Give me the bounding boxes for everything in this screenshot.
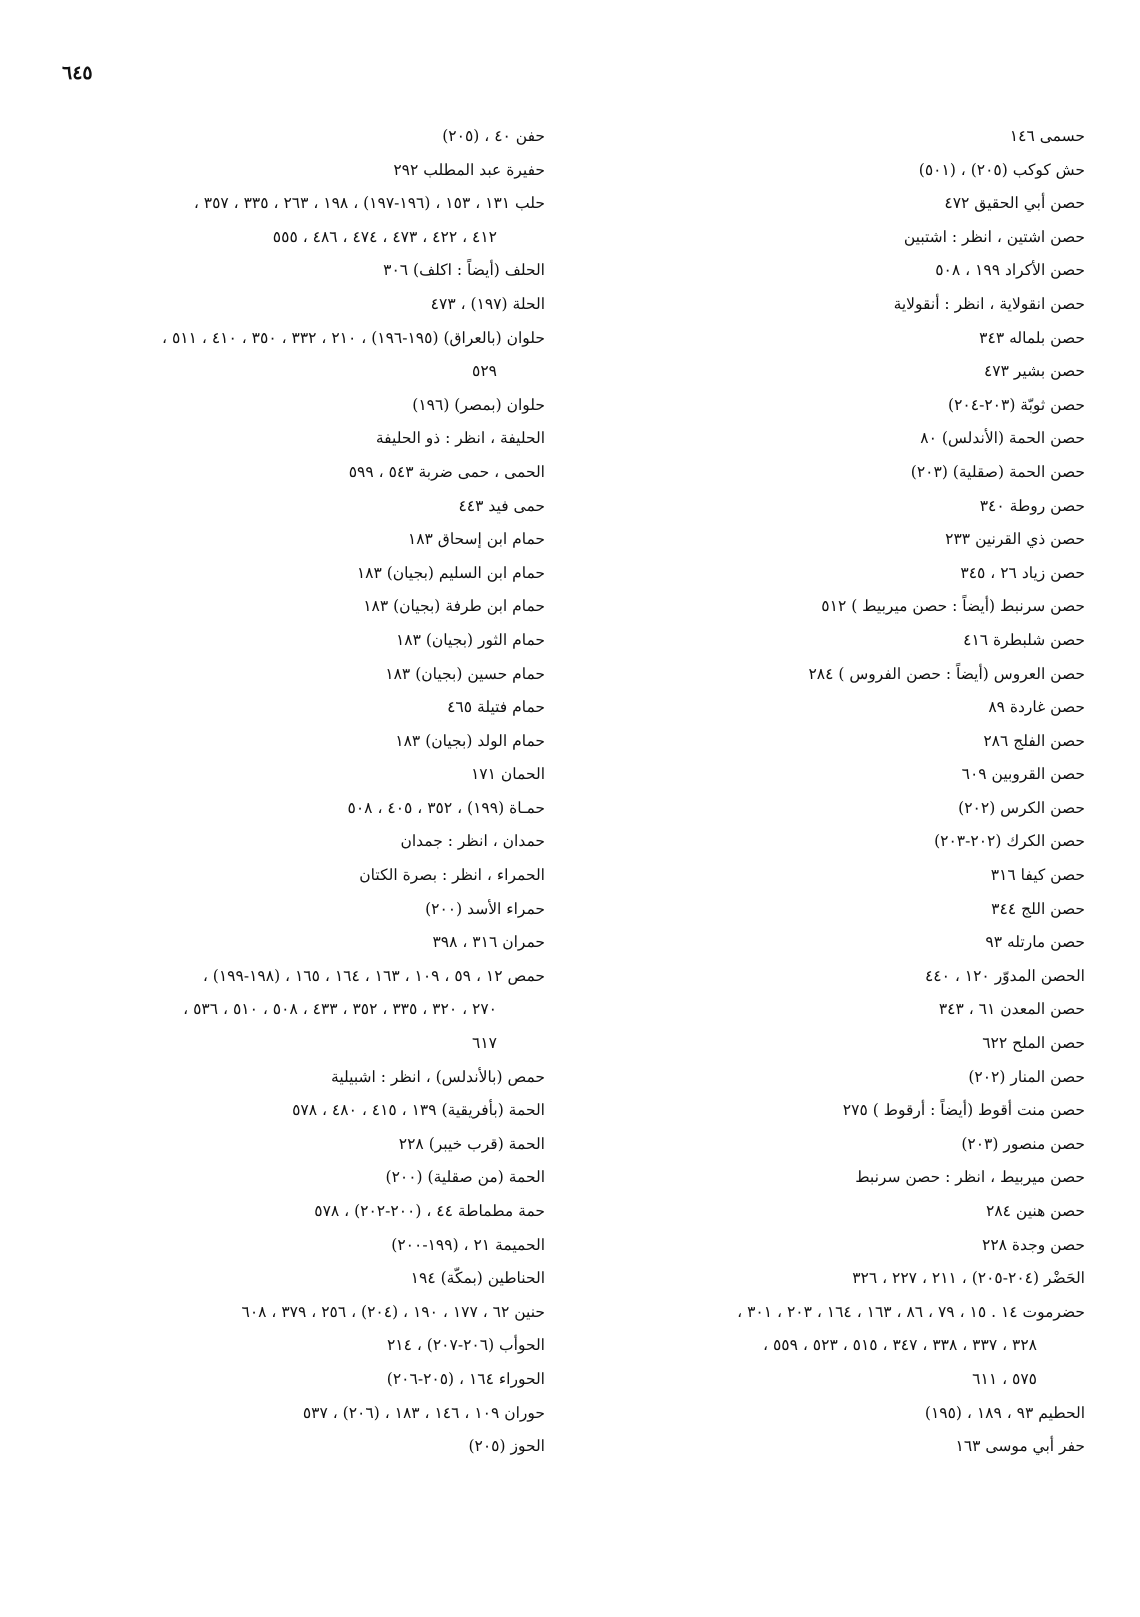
index-entry bbox=[605, 490, 1085, 524]
index-entry-line: حمام ابن إسحاق ١٨٣ bbox=[407, 530, 545, 549]
index-entry bbox=[605, 590, 1085, 624]
index-entry bbox=[60, 1195, 545, 1229]
index-entry bbox=[60, 322, 545, 389]
index-entry bbox=[60, 725, 545, 759]
index-entry bbox=[605, 523, 1085, 557]
index-entry-line: حمام حسين (بجيان) ١٨٣ bbox=[385, 664, 545, 683]
index-entry-continuation: ٥٢٩ bbox=[472, 362, 497, 381]
index-entry-line: الحمة (قرب خيبر) ٢٢٨ bbox=[398, 1134, 545, 1153]
index-entry-line: الحصن المدوّر ١٢٠ ، ٤٤٠ bbox=[924, 966, 1085, 985]
index-entry-line: الحوأب (٢٠٦-٢٠٧) ، ٢١٤ bbox=[386, 1336, 545, 1355]
index-entry-line: حصن أبي الحقيق ٤٧٢ bbox=[944, 194, 1085, 213]
index-entry bbox=[605, 792, 1085, 826]
index-entry bbox=[605, 1094, 1085, 1128]
index-entry-line: حفيرة عبد المطلب ٢٩٢ bbox=[393, 160, 545, 179]
index-entry-line: حصن الكرس (٢٠٢) bbox=[958, 798, 1085, 817]
index-entry-line: حفر أبي موسى ١٦٣ bbox=[955, 1437, 1085, 1456]
index-entry bbox=[60, 960, 545, 1061]
index-entry-line: الحمان ١٧١ bbox=[470, 765, 545, 784]
index-entry-line: الحليفة ، انظر : ذو الحليفة bbox=[375, 429, 545, 448]
index-entry bbox=[60, 1128, 545, 1162]
index-entry bbox=[60, 557, 545, 591]
index-entry-line: الحناطين (بمكّة) ١٩٤ bbox=[410, 1269, 545, 1288]
index-entry-line: حصن المعدن ٦١ ، ٣٤٣ bbox=[938, 1000, 1085, 1019]
index-entry bbox=[60, 893, 545, 927]
index-entry-line: حصن ذي القرنين ٢٣٣ bbox=[945, 530, 1085, 549]
index-entry bbox=[60, 120, 545, 154]
index-entry bbox=[605, 1397, 1085, 1431]
index-entry bbox=[605, 154, 1085, 188]
index-entry-line: حمران ٣١٦ ، ٣٩٨ bbox=[432, 933, 545, 952]
index-entry-line: حصن وجدة ٢٢٨ bbox=[982, 1235, 1085, 1254]
index-entry bbox=[60, 288, 545, 322]
index-entry bbox=[605, 1195, 1085, 1229]
index-entry bbox=[60, 590, 545, 624]
index-entry-line: حسمى ١٤٦ bbox=[1009, 127, 1085, 145]
index-entry bbox=[60, 1430, 545, 1464]
index-entry bbox=[60, 758, 545, 792]
index-entry bbox=[60, 691, 545, 725]
index-entry-line: حصن منت أقوط (أيضاً : أرقوط ) ٢٧٥ bbox=[842, 1101, 1085, 1120]
index-entry-line: حضرموت ١٤ . ١٥ ، ٧٩ ، ٨٦ ، ١٦٣ ، ١٦٤ ، ٢٠٣ ، ٣٠١ ، bbox=[737, 1302, 1085, 1321]
index-entry-line: حمدان ، انظر : جمدان bbox=[400, 832, 545, 851]
index-entry bbox=[60, 1296, 545, 1330]
index-entry-continuation: ٢٧٠ ، ٣٢٠ ، ٣٣٥ ، ٣٥٢ ، ٤٣٣ ، ٥٠٨ ، ٥١٠ ، ٥٣٦ ، bbox=[183, 1000, 497, 1019]
index-entry bbox=[605, 825, 1085, 859]
index-entry-line: حصن بلماله ٣٤٣ bbox=[979, 328, 1085, 347]
index-entry bbox=[605, 926, 1085, 960]
index-entry-line: حصن الملح ٦٢٢ bbox=[982, 1034, 1085, 1053]
index-entry-line: الحطيم ٩٣ ، ١٨٩ ، (١٩٥) bbox=[924, 1403, 1085, 1422]
index-entry bbox=[605, 322, 1085, 356]
index-entry bbox=[605, 758, 1085, 792]
index-entry bbox=[60, 825, 545, 859]
index-entry bbox=[605, 120, 1085, 154]
index-entry bbox=[605, 658, 1085, 692]
index-entry-line: الحوراء ١٦٤ ، (٢٠٥-٢٠٦) bbox=[386, 1369, 545, 1388]
index-entry bbox=[60, 1229, 545, 1263]
index-entry-continuation: ٦١٧ bbox=[472, 1034, 497, 1053]
index-entry bbox=[60, 926, 545, 960]
index-entry-line: حصن الحمة (الأندلس) ٨٠ bbox=[920, 429, 1085, 448]
index-entry bbox=[605, 1229, 1085, 1263]
index-entry bbox=[605, 389, 1085, 423]
index-entry-line: حصن ميربيط ، انظر : حصن سرنبط bbox=[855, 1168, 1085, 1187]
index-entry bbox=[605, 993, 1085, 1027]
index-entry-line: حصن شلبطرة ٤١٦ bbox=[963, 630, 1085, 649]
index-entry bbox=[605, 1296, 1085, 1397]
index-entry bbox=[605, 624, 1085, 658]
index-entry bbox=[60, 1094, 545, 1128]
index-entry-line: حمص (بالأندلس) ، انظر : اشبيلية bbox=[331, 1067, 545, 1086]
index-entry-line: الحمة (من صقلية) (٢٠٠) bbox=[385, 1168, 545, 1187]
index-entry-line: حلوان (بالعراق) (١٩٥-١٩٦) ، ٢١٠ ، ٣٣٢ ، ٣٥٠ ، ٤١٠ ، ٥١١ ، bbox=[162, 328, 545, 347]
index-entry-line: حمراء الأسد (٢٠٠) bbox=[425, 899, 545, 918]
index-entry bbox=[60, 658, 545, 692]
index-entry bbox=[605, 422, 1085, 456]
index-entry-line: حصن بشير ٤٧٣ bbox=[983, 362, 1085, 381]
index-entry bbox=[60, 624, 545, 658]
index-entry bbox=[60, 1397, 545, 1431]
index-entry-line: الحمى ، حمى ضربة ٥٤٣ ، ٥٩٩ bbox=[348, 462, 545, 481]
index-entry bbox=[605, 893, 1085, 927]
index-entry bbox=[60, 187, 545, 254]
index-entry-line: حلب ١٣١ ، ١٥٣ ، (١٩٦-١٩٧) ، ١٩٨ ، ٢٦٣ ، ٣٣٥ ، ٣٥٧ ، bbox=[193, 194, 545, 213]
index-entry-line: حمام ابن طرفة (بجيان) ١٨٣ bbox=[363, 597, 545, 616]
index-entry bbox=[60, 1363, 545, 1397]
index-entry-line: حفن ٤٠ ، (٢٠٥) bbox=[442, 127, 545, 145]
index-entry-line: الحلف (أيضاً : اكلف) ٣٠٦ bbox=[383, 261, 545, 280]
index-entry-line: حصن الكرك (٢٠٢-٢٠٣) bbox=[934, 832, 1085, 851]
index-entry bbox=[60, 490, 545, 524]
index-entry-line: حمة مطماطة ٤٤ ، (٢٠٠-٢٠٢) ، ٥٧٨ bbox=[314, 1202, 545, 1220]
index-entry bbox=[605, 859, 1085, 893]
index-entry-line: حصن سرنبط (أيضاً : حصن ميربيط ) ٥١٢ bbox=[821, 597, 1085, 616]
index-entry-continuation: ٣٢٨ ، ٣٣٧ ، ٣٣٨ ، ٣٤٧ ، ٥١٥ ، ٥٢٣ ، ٥٥٩ ، bbox=[763, 1336, 1037, 1355]
index-entry-line: حصن ثوبّة (٢٠٣-٢٠٤) bbox=[948, 395, 1085, 414]
index-entry-line: الحميمة ٢١ ، (١٩٩-٢٠٠) bbox=[391, 1235, 545, 1254]
index-entry-line: الحلة (١٩٧) ، ٤٧٣ bbox=[430, 294, 545, 313]
index-entry bbox=[605, 557, 1085, 591]
index-entry bbox=[60, 1262, 545, 1296]
index-entry-line: حصن زياد ٢٦ ، ٣٤٥ bbox=[960, 563, 1085, 582]
index-entry bbox=[605, 355, 1085, 389]
index-entry bbox=[605, 1161, 1085, 1195]
index-entry bbox=[60, 154, 545, 188]
index-entry-line: حصن انقولاية ، انظر : أنقولاية bbox=[893, 294, 1085, 313]
index-entry bbox=[60, 1161, 545, 1195]
index-entry bbox=[605, 288, 1085, 322]
index-entry-line: حصن روطة ٣٤٠ bbox=[979, 496, 1085, 515]
index-entry bbox=[605, 1430, 1085, 1464]
index-entry-line: حصن اللج ٣٤٤ bbox=[991, 899, 1085, 918]
index-entry-line: حصن الحمة (صقلية) (٢٠٣) bbox=[910, 462, 1085, 481]
index-entry bbox=[60, 422, 545, 456]
index-entry-line: حصن غاردة ٨٩ bbox=[988, 698, 1085, 717]
index-entry-line: حش كوكب (٢٠٥) ، (٥٠١) bbox=[918, 160, 1085, 179]
index-entry bbox=[60, 456, 545, 490]
index-entry-line: الحمراء ، انظر : بصرة الكتان bbox=[359, 866, 545, 885]
index-entry-line: حمام الثور (بجيان) ١٨٣ bbox=[395, 630, 545, 649]
index-entry bbox=[605, 691, 1085, 725]
index-entry-line: حصن اشتين ، انظر : اشتبين bbox=[903, 227, 1085, 246]
index-entry-line: حصن المنار (٢٠٢) bbox=[968, 1067, 1085, 1086]
index-entry-continuation: ٥٧٥ ، ٦١١ bbox=[972, 1369, 1037, 1388]
index-entry bbox=[60, 523, 545, 557]
index-entry-line: حصن منصور (٢٠٣) bbox=[961, 1134, 1085, 1153]
index-entry-line: حمام ابن السليم (بجيان) ١٨٣ bbox=[356, 563, 545, 582]
index-entry bbox=[605, 1061, 1085, 1095]
index-entry-line: حمام فتيلة ٤٦٥ bbox=[447, 698, 545, 717]
index-entry-line: حصن الفلج ٢٨٦ bbox=[983, 731, 1085, 750]
index-entry-line: حصن هنين ٢٨٤ bbox=[986, 1202, 1085, 1220]
index-entry bbox=[605, 1262, 1085, 1296]
index-entry bbox=[60, 254, 545, 288]
index-entry bbox=[605, 960, 1085, 994]
index-entry-line: الحَضْر (٢٠٤-٢٠٥) ، ٢١١ ، ٢٢٧ ، ٣٢٦ bbox=[852, 1269, 1085, 1288]
index-entry bbox=[60, 389, 545, 423]
index-entry bbox=[60, 1329, 545, 1363]
index-entry-line: حمام الولد (بجيان) ١٨٣ bbox=[395, 731, 545, 750]
index-entry-continuation: ٤١٢ ، ٤٢٢ ، ٤٧٣ ، ٤٧٤ ، ٤٨٦ ، ٥٥٥ bbox=[272, 227, 497, 246]
index-entry-line: حصن كيفا ٣١٦ bbox=[990, 866, 1085, 885]
index-column-right bbox=[605, 120, 1085, 1464]
index-entry-line: حمى فيد ٤٤٣ bbox=[458, 496, 545, 515]
index-entry-line: حنين ٦٢ ، ١٧٧ ، ١٩٠ ، (٢٠٤) ، ٢٥٦ ، ٣٧٩ ، ٦٠٨ bbox=[241, 1302, 545, 1321]
index-entry bbox=[605, 1027, 1085, 1061]
index-entry bbox=[605, 725, 1085, 759]
index-column-left bbox=[60, 120, 545, 1464]
index-entry-line: حصن الأكراد ١٩٩ ، ٥٠٨ bbox=[935, 261, 1085, 280]
index-entry-line: الحوز (٢٠٥) bbox=[468, 1437, 545, 1456]
index-entry-line: حوران ١٠٩ ، ١٤٦ ، ١٨٣ ، (٢٠٦) ، ٥٣٧ bbox=[302, 1403, 545, 1422]
index-entry bbox=[605, 456, 1085, 490]
index-entry-line: حصن العروس (أيضاً : حصن الفروس ) ٢٨٤ bbox=[808, 664, 1085, 683]
index-entry bbox=[60, 792, 545, 826]
index-entry-line: حمص ١٢ ، ٥٩ ، ١٠٩ ، ١٦٣ ، ١٦٤ ، ١٦٥ ، (١٩٨-١٩٩) ، bbox=[202, 966, 545, 985]
page-number: ٦٤٥ bbox=[62, 62, 93, 84]
index-entry bbox=[60, 859, 545, 893]
index-entry-line: حصن القروبين ٦٠٩ bbox=[961, 765, 1085, 784]
index-entry-line: حصن مارتله ٩٣ bbox=[985, 933, 1085, 952]
index-entry-line: حمـاة (١٩٩) ، ٣٥٢ ، ٤٠٥ ، ٥٠٨ bbox=[347, 798, 545, 817]
index-entry bbox=[605, 187, 1085, 221]
index-entry-line: حلوان (بمصر) (١٩٦) bbox=[412, 395, 545, 414]
index-entry bbox=[605, 221, 1085, 255]
index-entry bbox=[605, 1128, 1085, 1162]
index-entry bbox=[605, 254, 1085, 288]
index-entry-line: الحمة (بأفريقية) ١٣٩ ، ٤١٥ ، ٤٨٠ ، ٥٧٨ bbox=[292, 1101, 545, 1120]
index-entry bbox=[60, 1061, 545, 1095]
